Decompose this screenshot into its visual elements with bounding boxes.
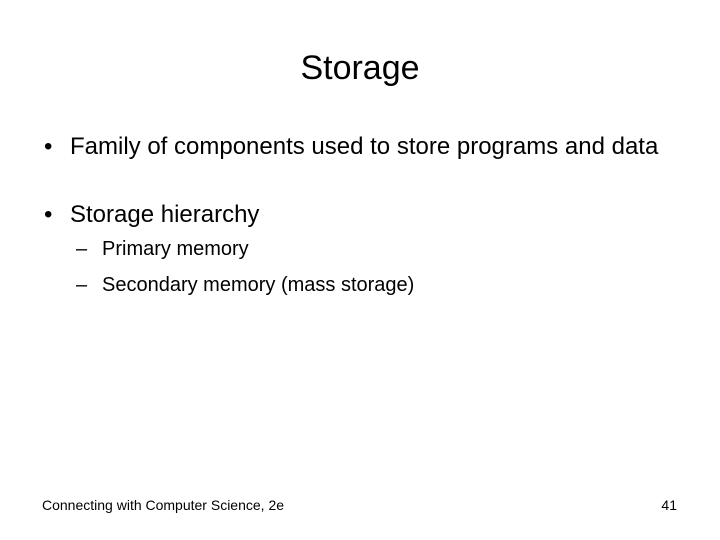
sub-bullet-text: Secondary memory (mass storage) [102, 274, 415, 296]
sub-bullet-text: Primary memory [102, 238, 249, 260]
bullet-item [44, 200, 664, 230]
sub-bullet-marker: – [76, 274, 88, 296]
bullet-item [44, 132, 664, 162]
sub-bullet-item [76, 236, 676, 262]
page-number: 41 [661, 497, 677, 513]
bullet-text: Family of components used to store programs and data [70, 133, 659, 160]
sub-bullet-marker: – [76, 238, 88, 260]
footer-text: Connecting with Computer Science, 2e [42, 497, 285, 513]
bullet-marker: • [44, 201, 53, 228]
bullet-marker: • [44, 133, 53, 160]
slide-title: Storage [300, 49, 420, 87]
sub-bullet-item [76, 272, 676, 298]
bullet-text: Storage hierarchy [70, 201, 260, 228]
